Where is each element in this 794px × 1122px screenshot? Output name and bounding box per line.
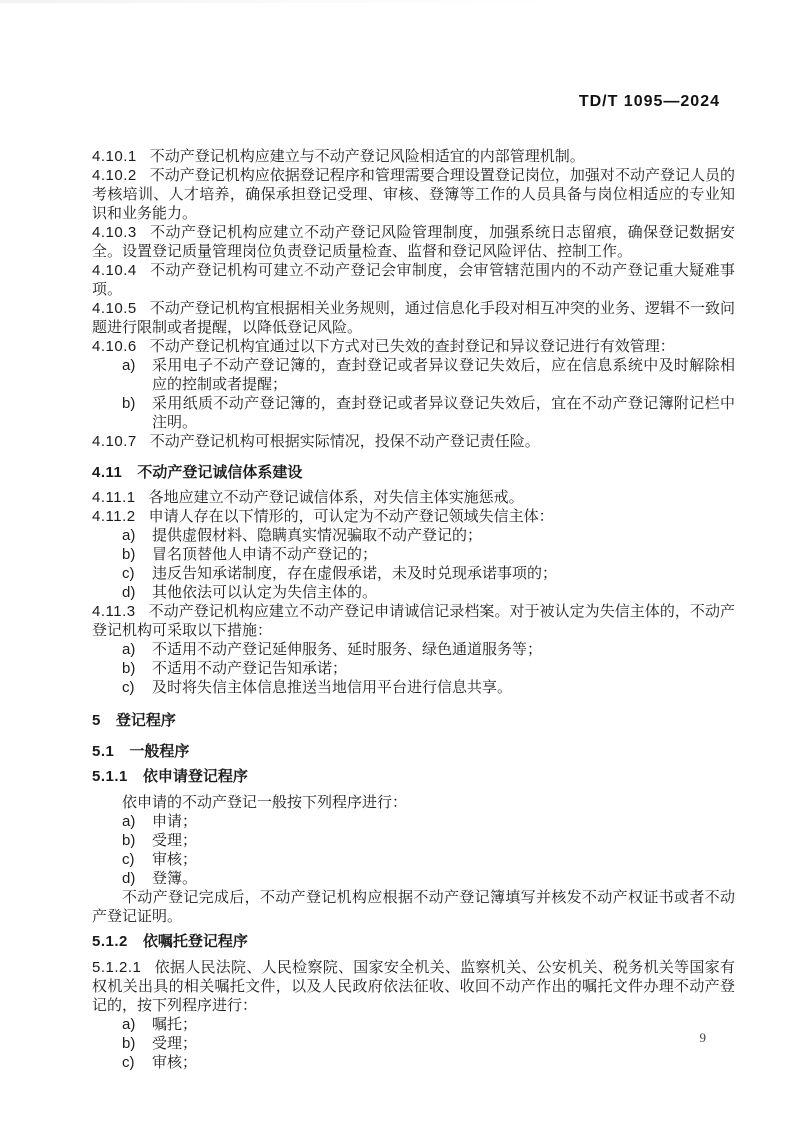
list-item-text: 审核； bbox=[152, 1054, 198, 1071]
list-marker: a) bbox=[122, 527, 136, 544]
heading-text: 依申请登记程序 bbox=[142, 768, 248, 785]
clause-number: 5.1.2.1 bbox=[92, 959, 142, 976]
list-marker: a) bbox=[122, 357, 136, 374]
list-item-b bbox=[92, 831, 735, 850]
section-heading-4.11 bbox=[92, 463, 735, 482]
page-number: 9 bbox=[699, 1030, 706, 1045]
list-item-d bbox=[92, 583, 735, 602]
list-marker: a) bbox=[122, 641, 136, 658]
list-item-text: 登簿。 bbox=[152, 870, 198, 887]
list-item-b bbox=[92, 545, 735, 564]
clause-number: 4.10.6 bbox=[92, 338, 137, 355]
list-marker: c) bbox=[122, 851, 135, 868]
section-heading-5 bbox=[92, 711, 735, 730]
document-content bbox=[0, 147, 794, 1072]
list-item-b bbox=[92, 659, 735, 678]
list-marker: b) bbox=[122, 546, 136, 563]
heading-number: 5.1.2 bbox=[92, 933, 128, 950]
list-item-c bbox=[92, 678, 735, 697]
list-item-text: 及时将失信主体信息推送当地信用平台进行信息共享。 bbox=[152, 679, 513, 696]
list-marker: a) bbox=[122, 1016, 136, 1033]
clause-number: 4.11.3 bbox=[92, 603, 136, 620]
heading-text: 不动产登记诚信体系建设 bbox=[137, 464, 303, 481]
heading-number: 5.1 bbox=[92, 743, 115, 760]
list-marker: b) bbox=[122, 660, 136, 677]
list-item-text: 其他依法可以认定为失信主体的。 bbox=[152, 584, 378, 601]
clause-number: 4.10.7 bbox=[92, 433, 137, 450]
list-item-a bbox=[92, 356, 735, 394]
clause-4.10.1 bbox=[92, 147, 735, 166]
clause-text: 不动产登记机构宜通过以下方式对已失效的查封登记和异议登记进行有效管理： bbox=[149, 338, 675, 355]
list-item-text: 受理； bbox=[152, 1035, 198, 1052]
list-item-text: 冒名顶替他人申请不动产登记的； bbox=[152, 546, 378, 563]
clause-number: 4.10.5 bbox=[92, 300, 137, 317]
clause-number: 4.10.2 bbox=[92, 167, 137, 184]
paragraph bbox=[92, 793, 735, 812]
heading-number: 4.11 bbox=[92, 464, 123, 481]
list-item-text: 提供虚假材料、隐瞒真实情况骗取不动产登记的； bbox=[152, 527, 483, 544]
heading-text: 一般程序 bbox=[129, 743, 190, 760]
list-item-c bbox=[92, 1053, 735, 1072]
list-marker: d) bbox=[122, 584, 136, 601]
section-heading-5.1.1 bbox=[92, 767, 735, 786]
list-item-a bbox=[92, 526, 735, 545]
list-item-text: 违反告知承诺制度，存在虚假承诺，未及时兑现承诺事项的； bbox=[152, 565, 558, 582]
heading-text: 登记程序 bbox=[115, 712, 176, 729]
clause-4.10.4 bbox=[92, 261, 735, 299]
list-item-text: 嘱托； bbox=[152, 1016, 198, 1033]
list-item-b bbox=[92, 1034, 735, 1053]
list-item-text: 采用纸质不动产登记簿的，查封登记或者异议登记失效后，宜在不动产登记簿附记栏中注明。 bbox=[152, 395, 735, 431]
standard-number: TD/T 1095—2024 bbox=[578, 93, 720, 110]
list-item-a bbox=[92, 812, 735, 831]
list-item-text: 申请； bbox=[152, 813, 198, 830]
list-marker: c) bbox=[122, 565, 135, 582]
clause-5.1.2.1 bbox=[92, 958, 735, 1015]
clause-4.11.2 bbox=[92, 507, 735, 526]
paragraph bbox=[92, 888, 735, 926]
list-item-text: 审核； bbox=[152, 851, 198, 868]
clause-4.10.6 bbox=[92, 337, 735, 356]
section-heading-5.1.2 bbox=[92, 932, 735, 951]
clause-4.11.1 bbox=[92, 488, 735, 507]
clause-text: 依据人民法院、人民检察院、国家安全机关、监察机关、公安机关、税务机关等国家有权机关出具的相关嘱托文件，以及人民政府依法征收、收回不动产作出的嘱托文件办理不动产登记的，按下列程序进行： bbox=[92, 959, 735, 1014]
list-item-c bbox=[92, 850, 735, 869]
list-item-c bbox=[92, 564, 735, 583]
clause-text: 不动产登记机构可建立不动产登记会审制度，会审管辖范围内的不动产登记重大疑难事项。 bbox=[92, 262, 735, 298]
page-header bbox=[0, 0, 794, 111]
scan-artifact bbox=[0, 0, 794, 3]
list-marker: b) bbox=[122, 832, 136, 849]
list-item-b bbox=[92, 394, 735, 432]
heading-text: 依嘱托登记程序 bbox=[142, 933, 248, 950]
section-heading-5.1 bbox=[92, 742, 735, 761]
clause-text: 不动产登记机构应建立不动产登记风险管理制度，加强系统日志留痕，确保登记数据安全。设置登记质量管理岗位负责登记质量检查、监督和登记风险评估、控制工作。 bbox=[92, 224, 735, 260]
clause-text: 不动产登记机构可根据实际情况，投保不动产登记责任险。 bbox=[149, 433, 540, 450]
list-marker: c) bbox=[122, 1054, 135, 1071]
clause-number: 4.10.4 bbox=[92, 262, 137, 279]
clause-number: 4.10.1 bbox=[92, 148, 137, 165]
list-marker: b) bbox=[122, 395, 136, 412]
clause-text: 不动产登记机构应依据登记程序和管理需要合理设置登记岗位，加强对不动产登记人员的考核培训、人才培养，确保承担登记受理、审核、登簿等工作的人员具备与岗位相适应的专业知识和业务能力。 bbox=[92, 167, 735, 222]
list-item-text: 不适用不动产登记告知承诺； bbox=[152, 660, 348, 677]
clause-text: 不动产登记机构应建立不动产登记申请诚信记录档案。对于被认定为失信主体的，不动产登记机构可采取以下措施： bbox=[92, 603, 735, 639]
list-item-a bbox=[92, 640, 735, 659]
clause-4.10.5 bbox=[92, 299, 735, 337]
clause-4.10.7 bbox=[92, 432, 735, 451]
heading-number: 5 bbox=[92, 712, 101, 729]
list-item-text: 受理； bbox=[152, 832, 198, 849]
list-item-a bbox=[92, 1015, 735, 1034]
clause-text: 各地应建立不动产登记诚信体系，对失信主体实施惩戒。 bbox=[148, 489, 524, 506]
list-item-text: 采用电子不动产登记簿的，查封登记或者异议登记失效后，应在信息系统中及时解除相应的控制或者提醒； bbox=[152, 357, 735, 393]
paragraph-text: 依申请的不动产登记一般按下列程序进行： bbox=[122, 794, 408, 811]
clause-4.10.3 bbox=[92, 223, 735, 261]
list-item-d bbox=[92, 869, 735, 888]
paragraph-text: 不动产登记完成后，不动产登记机构应根据不动产登记簿填写并核发不动产权证书或者不动产登记证明。 bbox=[92, 889, 735, 925]
list-marker: b) bbox=[122, 1035, 136, 1052]
heading-number: 5.1.1 bbox=[92, 768, 128, 785]
clause-4.10.2 bbox=[92, 166, 735, 223]
list-marker: c) bbox=[122, 679, 135, 696]
clause-text: 不动产登记机构应建立与不动产登记风险相适宜的内部管理机制。 bbox=[149, 148, 585, 165]
list-marker: a) bbox=[122, 813, 136, 830]
clause-number: 4.11.2 bbox=[92, 508, 136, 525]
list-marker: d) bbox=[122, 870, 136, 887]
list-item-text: 不适用不动产登记延伸服务、延时服务、绿色通道服务等； bbox=[152, 641, 543, 658]
clause-number: 4.11.1 bbox=[92, 489, 136, 506]
clause-text: 申请人存在以下情形的，可认定为不动产登记领域失信主体： bbox=[148, 508, 554, 525]
clause-text: 不动产登记机构宜根据相关业务规则，通过信息化手段对相互冲突的业务、逻辑不一致问题进行限制或者提醒，以降低登记风险。 bbox=[92, 300, 735, 336]
clause-number: 4.10.3 bbox=[92, 224, 137, 241]
clause-4.11.3 bbox=[92, 602, 735, 640]
